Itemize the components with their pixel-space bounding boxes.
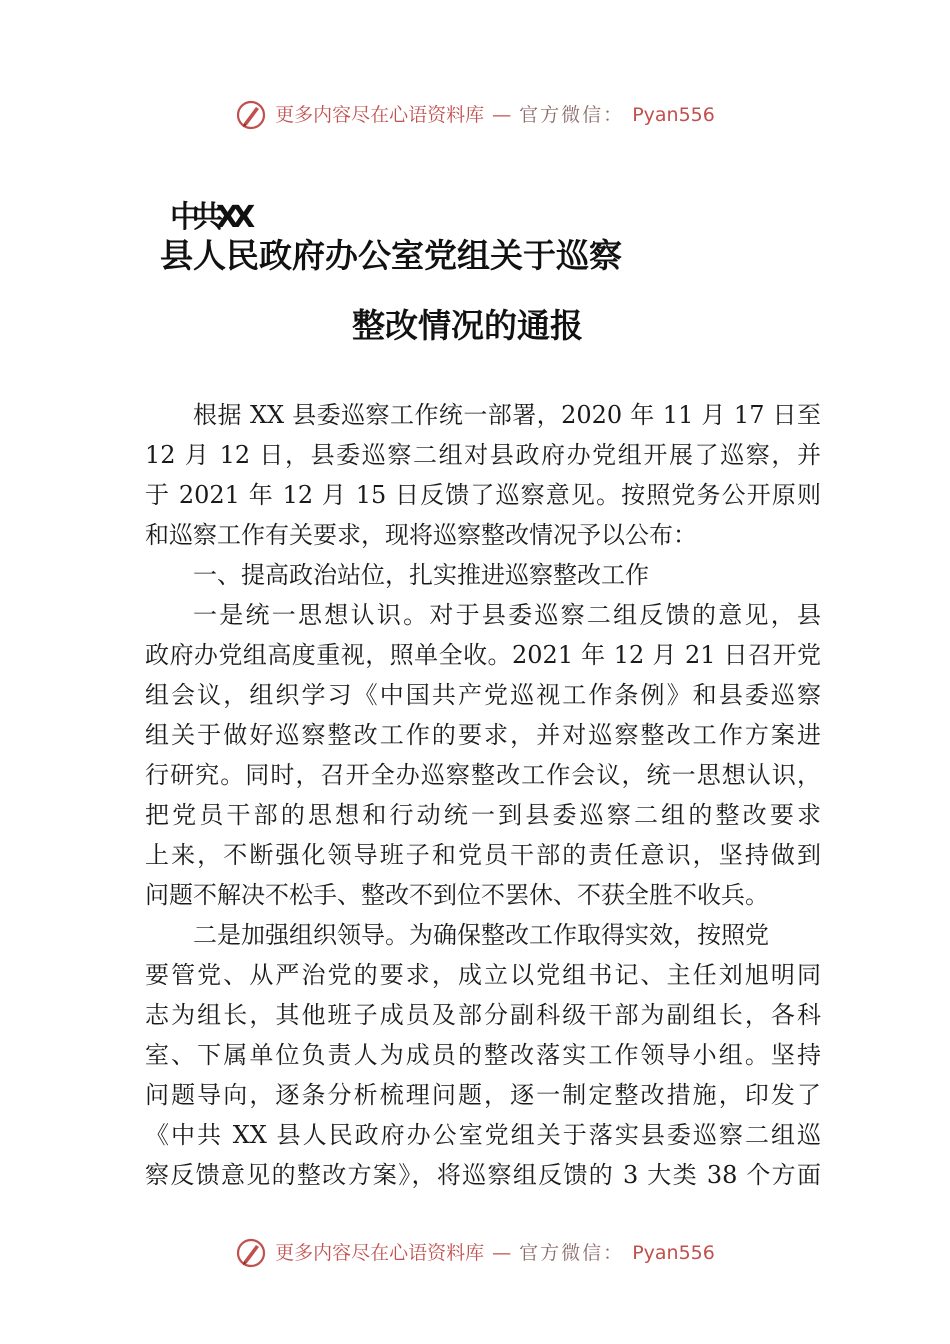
body-line: 问题导向，逐条分析梳理问题，逐一制定整改措施，印发了 [145,1081,821,1109]
pen-logo-icon [235,99,267,131]
body-line: 室、下属单位负责人为成员的整改落实工作领导小组。坚持 [145,1041,821,1069]
watermark-label: 官方微信： [519,1242,625,1264]
body-line: 二是加强组织领导。为确保整改工作取得实效，按照党 [193,921,769,949]
body-line: 把党员干部的思想和行动统一到县委巡察二组的整改要求 [145,801,821,829]
watermark-header [0,98,950,132]
watermark-footer [0,1236,950,1270]
body-line: 于 2021 年 12 月 15 日反馈了巡察意见。按照党务公开原则 [145,481,821,509]
pen-logo-icon [235,1237,267,1269]
watermark-wechat-id: Pyan556 [632,1242,715,1264]
body-line: 组关于做好巡察整改工作的要求，并对巡察整改工作方案进 [145,721,821,749]
watermark-wechat-id: Pyan556 [632,104,715,126]
title-prefix: 中共XX [170,200,249,235]
body-line: 《中共 XX 县人民政府办公室党组关于落实县委巡察二组巡 [145,1121,821,1149]
body-line: 12 月 12 日，县委巡察二组对县政府办党组开展了巡察，并 [145,441,821,469]
body-line: 要管党、从严治党的要求，成立以党组书记、主任刘旭明同 [145,961,821,989]
body-line: 上来，不断强化领导班子和党员干部的责任意识，坚持做到 [145,841,821,869]
watermark-separator: — [492,1242,512,1264]
body-line: 组会议，组织学习《中国共产党巡视工作条例》和县委巡察 [145,681,821,709]
watermark-text: 更多内容尽在心语资料库 [275,104,485,126]
body-line: 行研究。同时，召开全办巡察整改工作会议，统一思想认识， [145,761,821,789]
document-body [145,395,821,1195]
body-line: 问题不解决不松手、整改不到位不罢休、不获全胜不收兵。 [145,881,769,909]
document-title-line-2: 整改情况的通报 [352,306,583,345]
watermark-label: 官方微信： [519,104,625,126]
watermark-separator: — [492,104,512,126]
document-title-line-1: 县人民政府办公室党组关于巡察 [160,236,622,275]
watermark-text: 更多内容尽在心语资料库 [275,1242,485,1264]
body-line: 察反馈意见的整改方案》，将巡察组反馈的 3 大类 38 个方面 [145,1161,821,1189]
body-line: 和巡察工作有关要求，现将巡察整改情况予以公布： [145,521,697,549]
body-line: 一是统一思想认识。对于县委巡察二组反馈的意见，县 [193,601,821,629]
body-line: 政府办党组高度重视，照单全收。2021 年 12 月 21 日召开党 [145,641,821,669]
section-heading: 一、提高政治站位，扎实推进巡察整改工作 [193,561,649,589]
body-line: 志为组长，其他班子成员及部分副科级干部为副组长，各科 [145,1001,821,1029]
body-line: 根据 XX 县委巡察工作统一部署，2020 年 11 月 17 日至 [193,401,821,429]
